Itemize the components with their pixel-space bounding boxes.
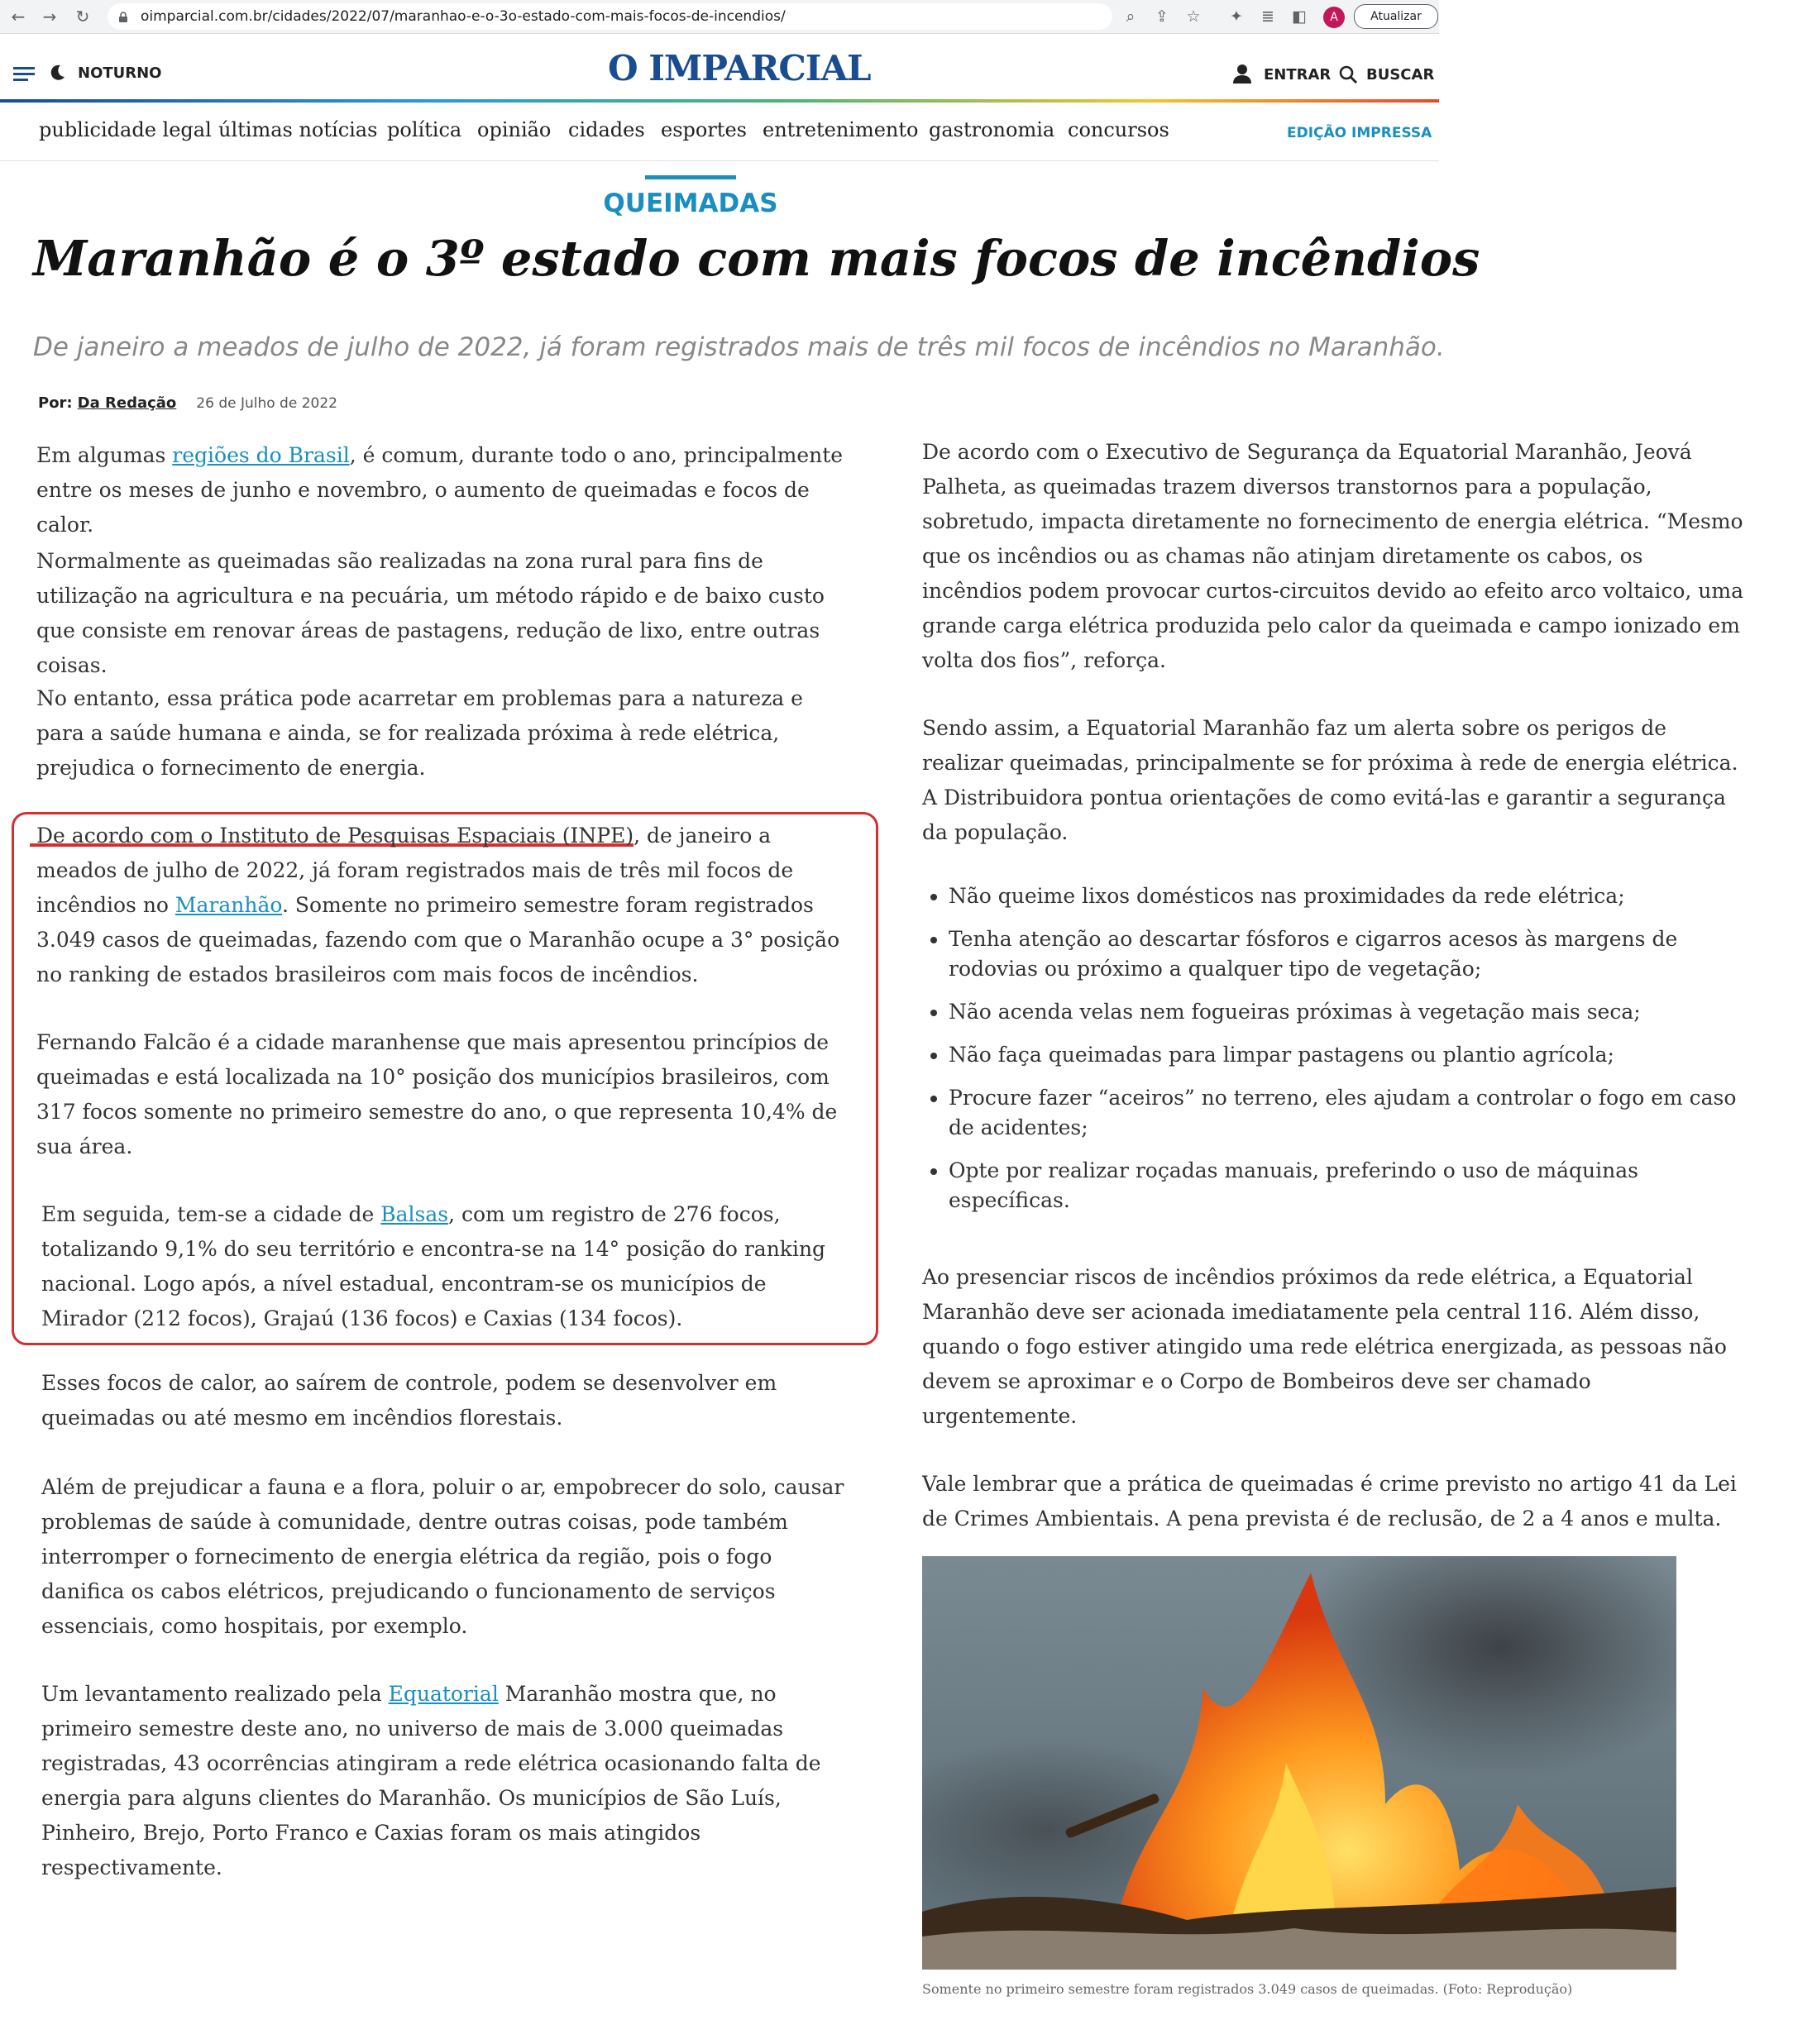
night-mode-label[interactable]: NOTURNO [78, 64, 162, 82]
paragraph-5: Fernando Falcão é a cidade maranhense que mais apresentou princípios de queimadas e está localizada na 10° posição dos municípios brasileiros, com 317 focos somente no primeiro semestre do ano, o que representa 10,4% de sua área. [36, 1030, 838, 1158]
link-balsas[interactable]: Balsas [380, 1202, 449, 1226]
kicker-accent-line [645, 175, 736, 179]
profile-avatar[interactable]: A [1323, 7, 1345, 28]
byline [38, 394, 337, 412]
paragraph-7: Esses focos de calor, ao saírem de controle, podem se desenvolver em queimadas ou até mesmo em incêndios florestais. [41, 1371, 777, 1430]
nav-item-entretenimento[interactable]: entretenimento [763, 118, 919, 141]
safety-tips-list [922, 881, 1749, 1229]
list-item: • Tenha atenção ao descartar fósforos e cigarros acesos às margens de rodovias ou próximo a qualquer tipo de vegetação; [949, 924, 1749, 984]
author-link[interactable]: Da Redação [77, 394, 177, 412]
extensions-icon[interactable]: ✦ [1230, 7, 1243, 26]
lock-icon [117, 11, 129, 22]
forward-icon[interactable]: → [42, 7, 57, 26]
list-item: • Não faça queimadas para limpar pastagens ou plantio agrícola; [949, 1040, 1749, 1070]
paragraph-4 [36, 819, 855, 992]
byline-label: Por: [38, 394, 73, 412]
nav-item-publicidade-legal[interactable]: publicidade legal [39, 118, 212, 141]
print-edition-link[interactable]: EDIÇÃO IMPRESSA [1287, 125, 1432, 141]
search-icon[interactable] [1338, 64, 1358, 84]
nav-item-gastronomia[interactable]: gastronomia [929, 118, 1055, 141]
reading-list-icon[interactable]: ≣ [1261, 7, 1274, 26]
article-title: Maranhão é o 3º estado com mais focos de incêndios [33, 230, 1480, 287]
paragraph-text: Em algumas [36, 443, 173, 467]
article-subtitle: De janeiro a meados de julho de 2022, já foram registrados mais de três mil focos de incêndios no Maranhão. [33, 332, 1445, 362]
nav-item-opiniao[interactable]: opinião [477, 118, 552, 141]
user-icon[interactable] [1232, 63, 1252, 84]
paragraph-text: Maranhão mostra que, no primeiro semestre deste ano, no universo de mais de 3.000 queimadas registradas, 43 ocorrências atingiram a rede elétrica ocasionando falta de energia para alguns clientes do Maranhão. Os municípios de São Luís, Pinheiro, Brejo, Porto Franco e Caxias foram os mais atingidos respectivamente. [41, 1682, 821, 1879]
site-logo[interactable]: O IMPARCIAL [608, 48, 871, 88]
share-icon[interactable]: ⇪ [1155, 7, 1169, 26]
paragraph-2: Normalmente as queimadas são realizadas na zona rural para fins de utilização na agricultura e na pecuária, um método rápido e de baixo custo que consiste em renovar áreas de pastagens, redução de lixo, entre outras coisas. [36, 549, 825, 677]
publish-date: 26 de Julho de 2022 [196, 395, 337, 412]
search-link[interactable]: BUSCAR [1366, 66, 1435, 84]
zoom-icon[interactable]: ⌕ [1126, 7, 1136, 26]
paragraph-text: De acordo com o Instituto de Pesquisas Espaciais (INPE), de janeiro a meados de julho de 2022, já foram registrados mais de três mil focos de incêndios no [36, 824, 794, 917]
link-equatorial[interactable]: Equatorial [388, 1682, 499, 1706]
right-paragraph-3: Ao presenciar riscos de incêndios próximos da rede elétrica, a Equatorial Maranhão deve ser acionada imediatamente pela central 116. Além disso, quando o fogo estiver atingido uma rede elétrica energizada, as pessoas não devem se aproximar e o Corpo de Bombeiros deve ser chamado urgentemente. [922, 1265, 1727, 1428]
login-link[interactable]: ENTRAR [1264, 66, 1332, 84]
nav-item-concursos[interactable]: concursos [1068, 118, 1169, 141]
list-item: • Não queime lixos domésticos nas proximidades da rede elétrica; [949, 881, 1749, 911]
list-item: • Opte por realizar roçadas manuais, preferindo o uso de máquinas específicas. [949, 1156, 1749, 1215]
menu-icon[interactable] [13, 66, 35, 83]
reload-icon[interactable]: ↻ [75, 7, 90, 26]
nav-item-cidades[interactable]: cidades [568, 118, 645, 141]
paragraph-8: Além de prejudicar a fauna e a flora, poluir o ar, empobrecer do solo, causar problemas de saúde à comunidade, dentre outras coisas, pode também interromper o fornecimento de energia elétrica da região, pois o fogo danifica os cabos elétricos, prejudicando o funcionamento de serviços essenciais, como hospitais, por exemplo. [41, 1475, 844, 1638]
right-paragraph-4: Vale lembrar que a prática de queimadas é crime previsto no artigo 41 da Lei de Crimes Ambientais. A pena prevista é de reclusão, de 2 a 4 anos e multa. [922, 1472, 1737, 1531]
url-text[interactable]: oimparcial.com.br/cidades/2022/07/maranhao-e-o-3o-estado-com-mais-focos-de-incendios/ [141, 8, 786, 25]
side-panel-icon[interactable]: ◧ [1292, 7, 1307, 26]
paragraph-text: Em seguida, tem-se a cidade de [41, 1202, 381, 1226]
paragraph-text: . Somente no primeiro semestre foram registrados 3.049 casos de queimadas, fazendo com que o Maranhão ocupe a 3° posição no ranking de estados brasileiros com mais focos de incêndios. [36, 893, 840, 986]
update-button[interactable]: Atualizar [1354, 4, 1438, 29]
bookmark-star-icon[interactable]: ☆ [1186, 7, 1201, 26]
list-item: • Não acenda velas nem fogueiras próximas à vegetação mais seca; [949, 997, 1749, 1027]
right-paragraph-1: De acordo com o Executivo de Segurança da Equatorial Maranhão, Jeová Palheta, as queimadas trazem diversos transtornos para a população, sobretudo, impacta diretamente no fornecimento de energia elétrica. “Mesmo que os incêndios ou as chamas não atinjam diretamente os cabos, os incêndios podem provocar curtos-circuitos devido ao efeito arco voltaico, uma grande carga elétrica produzida pelo calor da queimada e campo ionizado em volta dos fios”, reforça. [922, 440, 1743, 672]
list-item: • Procure fazer “aceiros” no terreno, eles ajudam a controlar o fogo em caso de acidentes; [949, 1083, 1749, 1143]
paragraph-6 [41, 1197, 852, 1336]
moon-icon[interactable] [48, 63, 66, 83]
link-regioes-do-brasil[interactable]: regiões do Brasil [172, 443, 350, 467]
article-kicker[interactable]: QUEIMADAS [603, 189, 778, 218]
paragraph-9 [41, 1677, 835, 1885]
paragraph-text: Um levantamento realizado pela [41, 1682, 389, 1706]
right-paragraph-2: Sendo assim, a Equatorial Maranhão faz um alerta sobre os perigos de realizar queimadas, principalmente se for próxima à rede de energia elétrica. A Distribuidora pontua orientações de como evitá-las e garantir a segurança da população. [922, 716, 1738, 844]
nav-item-politica[interactable]: política [387, 118, 462, 141]
back-icon[interactable]: ← [11, 7, 26, 26]
paragraph-1 [36, 438, 855, 542]
nav-item-esportes[interactable]: esportes [661, 118, 747, 141]
nav-item-ultimas-noticias[interactable]: últimas notícias [218, 118, 378, 141]
paragraph-text: , com um registro de 276 focos, totalizando 9,1% do seu território e encontra-se na 14° posição do ranking nacional. Logo após, a nível estadual, encontram-se os municípios de Mirador (212 focos), Grajaú (136 focos) e Caxias (134 focos). [41, 1202, 826, 1330]
link-maranhao[interactable]: Maranhão [175, 893, 282, 917]
article-photo[interactable] [922, 1556, 1676, 1970]
paragraph-3: No entanto, essa prática pode acarretar em problemas para a natureza e para a saúde humana e ainda, se for realizada próxima à rede elétrica, prejudica o fornecimento de energia. [36, 686, 803, 780]
photo-caption: Somente no primeiro semestre foram registrados 3.049 casos de queimadas. (Foto: Reprodução) [922, 1981, 1573, 1997]
paragraph-text: , é comum, durante todo o ano, principalmente entre os meses de junho e novembro, o aumento de queimadas e focos de calor. [36, 443, 844, 537]
